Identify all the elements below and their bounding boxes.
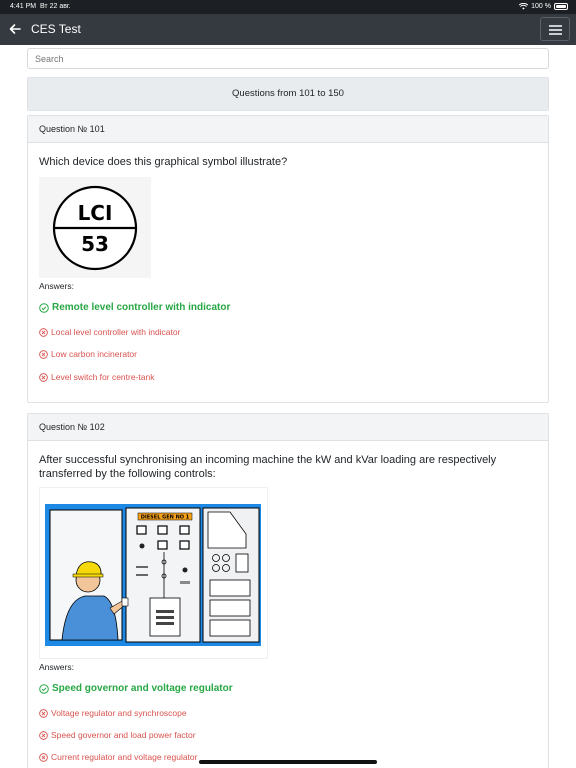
graphical-symbol-image [39,177,151,278]
x-circle-icon [39,709,48,718]
hamburger-icon [549,29,562,31]
answer-wrong[interactable] [39,327,180,337]
question-header: Question № 102 [28,414,548,441]
answer-wrong[interactable] [39,708,187,718]
answer-text: Voltage regulator and synchroscope [51,708,187,718]
switchboard-illustration [39,487,268,659]
answer-text: Low carbon incinerator [51,349,137,359]
answer-text: Level switch for centre-tank [51,372,155,382]
battery-icon [554,3,568,10]
x-circle-icon [39,753,48,762]
check-circle-icon [39,684,49,694]
question-text: Which device does this graphical symbol illustrate? [39,156,288,168]
battery-percent: 100 % [531,3,551,10]
status-right [519,3,568,10]
answer-text: Local level controller with indicator [51,327,181,337]
question-header: Question № 101 [28,116,548,143]
hamburger-icon [549,25,562,27]
answer-wrong[interactable] [39,752,197,762]
symbol-top-text: LCI [77,201,113,225]
home-indicator[interactable] [199,760,377,764]
answers-label: Answers: [39,281,74,291]
question-card-101 [27,115,549,403]
question-range-label: Questions from 101 to 150 [27,77,549,111]
x-circle-icon [39,328,48,337]
question-text: After successful synchronising an incoming machine the kW and kVar loading are respectively transferred by the following controls: [39,454,497,480]
arrow-left-icon[interactable] [7,21,23,37]
x-circle-icon [39,350,48,359]
answer-wrong[interactable] [39,730,196,740]
symbol-bottom-text: 53 [81,232,109,256]
status-bar [0,0,576,14]
answer-text: Current regulator and voltage regulator [51,752,198,762]
answer-correct[interactable] [39,683,233,694]
panel-label: DIESEL GEN NO 1 [140,514,190,521]
x-circle-icon [39,373,48,382]
check-circle-icon [39,303,49,313]
hamburger-icon [549,33,562,35]
menu-toggle-button[interactable] [540,17,570,41]
answer-text: Remote level controller with indicator [52,302,231,313]
status-time: 4:41 PM [10,3,37,10]
answer-wrong[interactable] [39,349,137,359]
search-input[interactable] [27,48,549,69]
answers-label: Answers: [39,662,74,672]
answer-text: Speed governor and load power factor [51,730,196,740]
wifi-icon [519,3,528,10]
answer-wrong[interactable] [39,372,154,382]
page-title: CES Test [31,22,81,36]
question-card-102 [27,413,549,768]
navbar [0,14,576,45]
answer-correct[interactable] [39,302,230,313]
x-circle-icon [39,731,48,740]
answer-text: Speed governor and voltage regulator [52,683,233,694]
status-date: Вт 22 авг. [40,3,71,10]
